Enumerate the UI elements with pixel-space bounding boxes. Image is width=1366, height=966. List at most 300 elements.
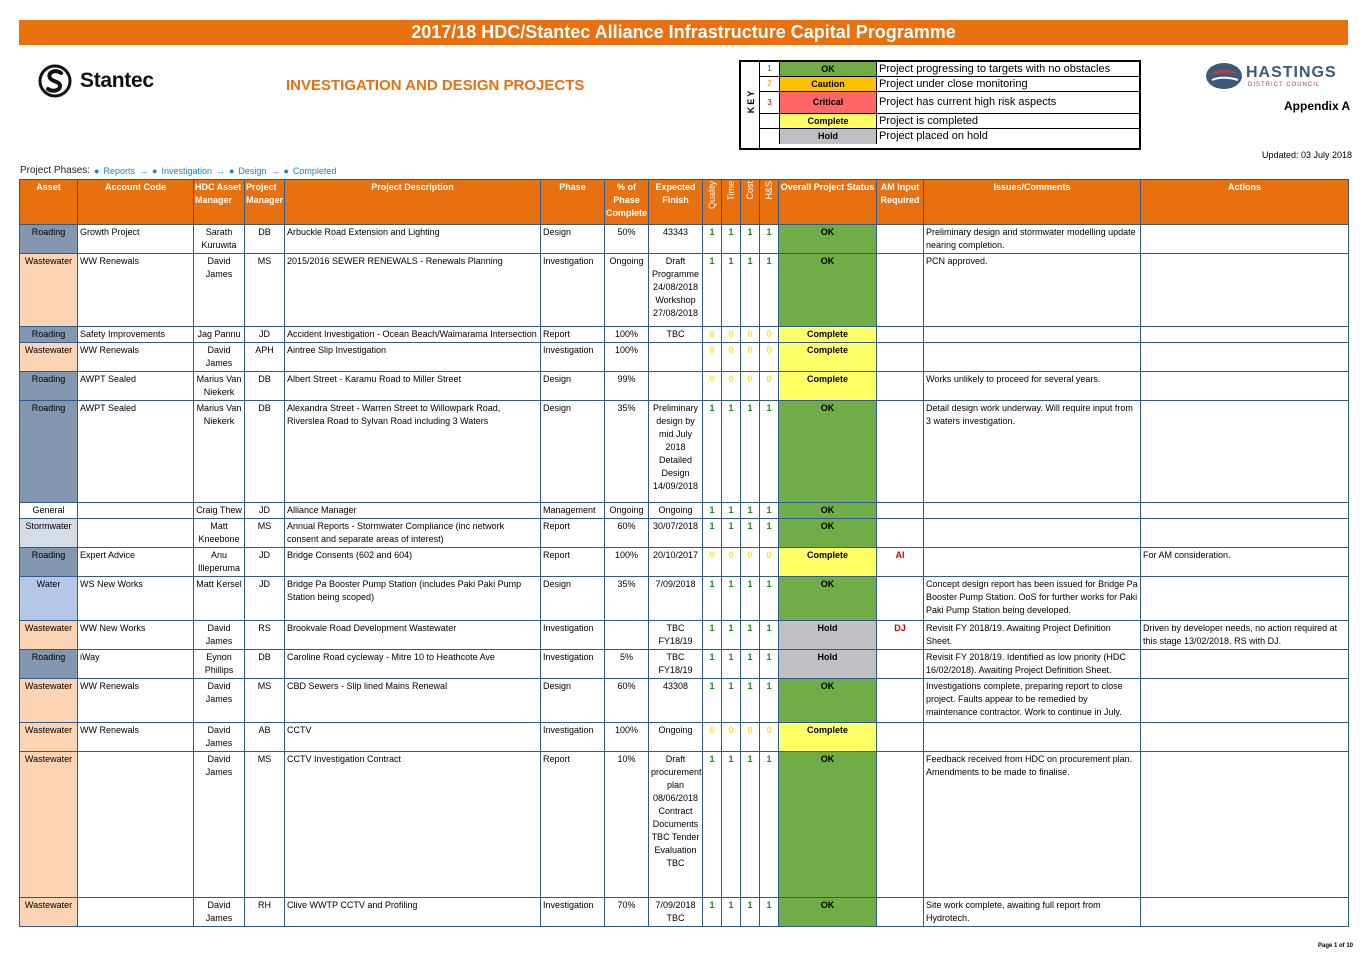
- cell-account-code: WW Renewals: [78, 723, 194, 752]
- cell-project-manager: JD: [245, 577, 285, 621]
- cell-project-manager: RS: [245, 621, 285, 650]
- indicator-cell: 1: [741, 577, 760, 621]
- cell-description: Bridge Pa Booster Pump Station (includes Paki Paki Pump Station being scoped): [285, 577, 541, 621]
- table-row: [20, 401, 1349, 503]
- phase-design: Design: [238, 165, 267, 176]
- cell-expected-finish: Preliminary design by mid July 2018 Detailed Design 14/09/2018: [649, 401, 703, 503]
- key-status: Hold: [780, 129, 877, 144]
- stantec-logo-text: Stantec: [80, 69, 154, 92]
- cell-issues: Investigations complete, preparing report to close project. Faults appear to be remedied by maintenance contractor. Work to continue in July.: [924, 679, 1141, 723]
- indicator-cell: 0: [703, 327, 722, 343]
- key-label: KEY: [741, 62, 760, 148]
- cell-account-code: WW New Works: [78, 621, 194, 650]
- indicator-cell: 1: [760, 650, 779, 679]
- cell-asset: Roading: [20, 401, 78, 503]
- indicator-cell: 1: [703, 650, 722, 679]
- cell-description: Bridge Consents (602 and 604): [285, 548, 541, 577]
- indicator-cell: 1: [760, 503, 779, 519]
- cell-am-input: [877, 372, 924, 401]
- cell-description: Caroline Road cycleway - Mitre 10 to Heathcote Ave: [285, 650, 541, 679]
- indicator-cell: 1: [760, 752, 779, 898]
- cell-expected-finish: 30/07/2018: [649, 519, 703, 548]
- cell-issues: [924, 327, 1141, 343]
- indicator-cell: 1: [722, 650, 741, 679]
- cell-project-manager: MS: [245, 254, 285, 327]
- cell-hdc-manager: David James: [194, 679, 245, 723]
- table-row: [20, 503, 1349, 519]
- indicator-cell: 0: [760, 548, 779, 577]
- cell-pct-complete: Ongoing: [605, 503, 649, 519]
- cell-phase: Report: [541, 752, 605, 898]
- cell-issues: PCN approved.: [924, 254, 1141, 327]
- hastings-logo-icon: [1204, 60, 1244, 92]
- cell-phase: Report: [541, 519, 605, 548]
- cell-pct-complete: 100%: [605, 327, 649, 343]
- cell-asset: Roading: [20, 372, 78, 401]
- col-hdc-manager: HDC Asset Manager: [194, 180, 245, 225]
- cell-account-code: WW Renewals: [78, 254, 194, 327]
- cell-actions: [1141, 254, 1349, 327]
- cell-description: CCTV Investigation Contract: [285, 752, 541, 898]
- table-row: [20, 650, 1349, 679]
- indicator-cell: 1: [703, 519, 722, 548]
- appendix-label: Appendix A: [1284, 99, 1351, 113]
- cell-description: Clive WWTP CCTV and Profiling: [285, 898, 541, 927]
- arrow-right-icon: →: [139, 165, 148, 176]
- cell-overall-status: Complete: [779, 372, 877, 401]
- arrow-right-icon: →: [215, 165, 225, 176]
- cell-issues: [924, 723, 1141, 752]
- cell-pct-complete: 70%: [605, 898, 649, 927]
- indicator-cell: 0: [703, 343, 722, 372]
- indicator-cell: 1: [741, 650, 760, 679]
- table-row: [20, 343, 1349, 372]
- cell-overall-status: OK: [779, 401, 877, 503]
- indicator-cell: 1: [722, 519, 741, 548]
- status-key: [739, 60, 1141, 150]
- indicator-cell: 1: [760, 225, 779, 254]
- cell-project-manager: JD: [245, 548, 285, 577]
- cell-overall-status: OK: [779, 679, 877, 723]
- cell-description: 2015/2016 SEWER RENEWALS - Renewals Planning: [285, 254, 541, 327]
- key-row: [760, 92, 1139, 114]
- cell-account-code: WW Renewals: [78, 343, 194, 372]
- cell-overall-status: OK: [779, 225, 877, 254]
- phases-label: Project Phases:: [20, 165, 91, 176]
- col-am-input: AM Input Required: [877, 180, 924, 225]
- cell-project-manager: DB: [245, 650, 285, 679]
- indicator-cell: 1: [741, 225, 760, 254]
- indicator-cell: 0: [703, 372, 722, 401]
- indicator-cell: 1: [760, 621, 779, 650]
- cell-hdc-manager: David James: [194, 621, 245, 650]
- cell-description: Albert Street - Karamu Road to Miller Street: [285, 372, 541, 401]
- col-description: Project Description: [285, 180, 541, 225]
- cell-description: Alliance Manager: [285, 503, 541, 519]
- cell-issues: Detail design work underway. Will require input from 3 waters investigation.: [924, 401, 1141, 503]
- indicator-cell: 1: [722, 254, 741, 327]
- cell-hdc-manager: Matt Kneebone: [194, 519, 245, 548]
- page-number: Page 1 of 10: [1318, 943, 1354, 949]
- cell-am-input: [877, 752, 924, 898]
- cell-actions: For AM consideration.: [1141, 548, 1349, 577]
- cell-asset: Water: [20, 577, 78, 621]
- cell-hdc-manager: Marius Van Niekerk: [194, 401, 245, 503]
- cell-asset: Wastewater: [20, 723, 78, 752]
- cell-overall-status: OK: [779, 503, 877, 519]
- cell-hdc-manager: David James: [194, 752, 245, 898]
- phase-investigation: Investigation: [161, 165, 212, 176]
- indicator-cell: 1: [722, 679, 741, 723]
- table-row: [20, 577, 1349, 621]
- cell-asset: Wastewater: [20, 898, 78, 927]
- col-issues: Issues/Comments: [924, 180, 1141, 225]
- table-header-row: [20, 180, 1349, 225]
- indicator-cell: 0: [722, 723, 741, 752]
- col-phase: Phase: [541, 180, 605, 225]
- key-row: [760, 77, 1139, 92]
- indicator-cell: 1: [741, 898, 760, 927]
- cell-phase: Design: [541, 372, 605, 401]
- cell-asset: Wastewater: [20, 254, 78, 327]
- cell-overall-status: Complete: [779, 548, 877, 577]
- cell-issues: Works unlikely to proceed for several years.: [924, 372, 1141, 401]
- stantec-logo-icon: [38, 64, 74, 98]
- cell-project-manager: JD: [245, 327, 285, 343]
- indicator-cell: 1: [703, 621, 722, 650]
- cell-account-code: Growth Project: [78, 225, 194, 254]
- cell-issues: Feedback received from HDC on procurement plan. Amendments to be made to finalise.: [924, 752, 1141, 898]
- cell-pct-complete: 100%: [605, 548, 649, 577]
- indicator-cell: 0: [722, 343, 741, 372]
- cell-overall-status: Complete: [779, 343, 877, 372]
- cell-project-manager: MS: [245, 752, 285, 898]
- indicator-cell: 1: [741, 752, 760, 898]
- cell-issues: Site work complete, awaiting full report from Hydrotech.: [924, 898, 1141, 927]
- cell-expected-finish: 7/09/2018 TBC: [649, 898, 703, 927]
- indicator-cell: 0: [703, 723, 722, 752]
- cell-overall-status: OK: [779, 577, 877, 621]
- cell-phase: Report: [541, 327, 605, 343]
- cell-asset: Wastewater: [20, 621, 78, 650]
- cell-issues: [924, 343, 1141, 372]
- cell-account-code: Safety Improvements: [78, 327, 194, 343]
- cell-asset: Roading: [20, 548, 78, 577]
- stantec-logo: [38, 64, 154, 98]
- cell-description: Aintree Slip Investigation: [285, 343, 541, 372]
- updated-date: Updated: 03 July 2018: [1262, 150, 1353, 160]
- cell-expected-finish: TBC: [649, 327, 703, 343]
- cell-am-input: [877, 519, 924, 548]
- cell-phase: Management: [541, 503, 605, 519]
- project-phases-legend: [20, 165, 336, 176]
- table-row: [20, 723, 1349, 752]
- table-row: [20, 752, 1349, 898]
- cell-description: Alexandra Street - Warren Street to Willowpark Road, Riverslea Road to Sylvan Road including 3 Waters: [285, 401, 541, 503]
- table-row: [20, 519, 1349, 548]
- cell-project-manager: DB: [245, 401, 285, 503]
- cell-pct-complete: 60%: [605, 679, 649, 723]
- cell-pct-complete: [605, 621, 649, 650]
- col-quality: Quality: [703, 180, 722, 225]
- table-row: [20, 898, 1349, 927]
- cell-project-manager: DB: [245, 225, 285, 254]
- cell-overall-status: OK: [779, 752, 877, 898]
- cell-hdc-manager: Anu Illeperuma: [194, 548, 245, 577]
- indicator-cell: 1: [722, 898, 741, 927]
- table-row: [20, 327, 1349, 343]
- indicator-cell: 1: [760, 898, 779, 927]
- indicator-cell: 1: [741, 519, 760, 548]
- cell-account-code: [78, 503, 194, 519]
- cell-am-input: [877, 898, 924, 927]
- indicator-cell: 0: [760, 372, 779, 401]
- cell-am-input: [877, 225, 924, 254]
- key-description: Project placed on hold: [879, 130, 988, 142]
- cell-am-input: [877, 723, 924, 752]
- indicator-cell: 1: [760, 519, 779, 548]
- cell-pct-complete: 35%: [605, 577, 649, 621]
- cell-am-input: [877, 650, 924, 679]
- col-cost: Cost: [741, 180, 760, 225]
- key-row: [760, 129, 1139, 144]
- cell-asset: Roading: [20, 225, 78, 254]
- cell-asset: Stormwater: [20, 519, 78, 548]
- cell-am-input: [877, 401, 924, 503]
- arrow-right-icon: →: [270, 165, 280, 176]
- indicator-cell: 1: [722, 752, 741, 898]
- cell-phase: Design: [541, 225, 605, 254]
- col-actions: Actions: [1141, 180, 1349, 225]
- cell-pct-complete: 99%: [605, 372, 649, 401]
- indicator-cell: 0: [703, 548, 722, 577]
- indicator-cell: 1: [703, 577, 722, 621]
- indicator-cell: 1: [760, 577, 779, 621]
- cell-description: Arbuckle Road Extension and Lighting: [285, 225, 541, 254]
- cell-hdc-manager: Sarath Kuruwita: [194, 225, 245, 254]
- cell-expected-finish: [649, 343, 703, 372]
- cell-phase: Investigation: [541, 621, 605, 650]
- cell-actions: [1141, 519, 1349, 548]
- indicator-cell: 1: [722, 577, 741, 621]
- cell-description: CBD Sewers - Slip lined Mains Renewal: [285, 679, 541, 723]
- cell-actions: [1141, 650, 1349, 679]
- cell-hdc-manager: Jag Pannu: [194, 327, 245, 343]
- cell-project-manager: RH: [245, 898, 285, 927]
- cell-expected-finish: 43308: [649, 679, 703, 723]
- cell-overall-status: Complete: [779, 723, 877, 752]
- cell-issues: [924, 503, 1141, 519]
- cell-expected-finish: 7/09/2018: [649, 577, 703, 621]
- cell-phase: Investigation: [541, 650, 605, 679]
- indicator-cell: 1: [703, 401, 722, 503]
- indicator-cell: 1: [741, 254, 760, 327]
- cell-pct-complete: Ongoing: [605, 254, 649, 327]
- cell-asset: General: [20, 503, 78, 519]
- cell-overall-status: Hold: [779, 650, 877, 679]
- col-expected-finish: Expected Finish: [649, 180, 703, 225]
- cell-actions: [1141, 401, 1349, 503]
- cell-description: Annual Reports - Stormwater Compliance (inc network consent and separate areas of interest): [285, 519, 541, 548]
- key-row: [760, 114, 1139, 129]
- col-hs: H&S: [760, 180, 779, 225]
- indicator-cell: 1: [741, 401, 760, 503]
- table-row: [20, 679, 1349, 723]
- cell-hdc-manager: David James: [194, 254, 245, 327]
- indicator-cell: 0: [722, 372, 741, 401]
- indicator-cell: 0: [722, 327, 741, 343]
- table-row: [20, 254, 1349, 327]
- cell-hdc-manager: Matt Kersel: [194, 577, 245, 621]
- cell-am-input: DJ: [877, 621, 924, 650]
- bullet-icon: ●: [94, 165, 100, 176]
- col-project-manager: Project Manager: [245, 180, 285, 225]
- key-description: Project is completed: [879, 115, 979, 127]
- indicator-cell: 0: [741, 327, 760, 343]
- indicator-cell: 0: [760, 343, 779, 372]
- indicator-cell: 0: [741, 343, 760, 372]
- cell-hdc-manager: Craig Thew: [194, 503, 245, 519]
- cell-asset: Wastewater: [20, 752, 78, 898]
- cell-actions: [1141, 752, 1349, 898]
- cell-expected-finish: [649, 372, 703, 401]
- cell-project-manager: MS: [245, 519, 285, 548]
- key-number: 3: [760, 92, 780, 113]
- cell-description: Accident Investigation - Ocean Beach/Waimarama Intersection: [285, 327, 541, 343]
- cell-project-manager: AB: [245, 723, 285, 752]
- cell-issues: Concept design report has been issued for Bridge Pa Booster Pump Station. OoS for further works for Paki Paki Pump Station being developed.: [924, 577, 1141, 621]
- cell-expected-finish: TBC FY18/19: [649, 621, 703, 650]
- cell-overall-status: OK: [779, 898, 877, 927]
- phase-completed: Completed: [292, 165, 337, 176]
- cell-phase: Report: [541, 548, 605, 577]
- key-row: [760, 62, 1139, 77]
- indicator-cell: 1: [703, 752, 722, 898]
- cell-actions: [1141, 898, 1349, 927]
- cell-pct-complete: 100%: [605, 723, 649, 752]
- table-row: [20, 548, 1349, 577]
- cell-issues: [924, 519, 1141, 548]
- cell-account-code: iWay: [78, 650, 194, 679]
- section-subtitle: INVESTIGATION AND DESIGN PROJECTS: [286, 77, 585, 94]
- col-time: Time: [722, 180, 741, 225]
- cell-actions: [1141, 225, 1349, 254]
- cell-hdc-manager: Marius Van Niekerk: [194, 372, 245, 401]
- hastings-council-logo: [1204, 60, 1344, 96]
- cell-actions: Driven by developer needs, no action required at this stage 13/02/2018. RS with DJ.: [1141, 621, 1349, 650]
- cell-account-code: AWPT Sealed: [78, 372, 194, 401]
- cell-actions: [1141, 577, 1349, 621]
- cell-expected-finish: Ongoing: [649, 503, 703, 519]
- bullet-icon: ●: [228, 165, 235, 176]
- cell-issues: [924, 548, 1141, 577]
- indicator-cell: 0: [741, 372, 760, 401]
- table-row: [20, 225, 1349, 254]
- cell-description: CCTV: [285, 723, 541, 752]
- indicator-cell: 1: [703, 503, 722, 519]
- indicator-cell: 1: [722, 503, 741, 519]
- cell-phase: Investigation: [541, 254, 605, 327]
- indicator-cell: 1: [722, 401, 741, 503]
- cell-phase: Investigation: [541, 898, 605, 927]
- cell-actions: [1141, 679, 1349, 723]
- cell-pct-complete: 5%: [605, 650, 649, 679]
- cell-am-input: [877, 327, 924, 343]
- cell-account-code: [78, 898, 194, 927]
- key-number: 2: [760, 77, 780, 91]
- bullet-icon: ●: [283, 165, 289, 176]
- cell-hdc-manager: David James: [194, 343, 245, 372]
- indicator-cell: 1: [722, 225, 741, 254]
- indicator-cell: 1: [703, 679, 722, 723]
- col-pct-complete: % of Phase Complete: [605, 180, 649, 225]
- cell-project-manager: DB: [245, 372, 285, 401]
- key-number: [760, 114, 780, 128]
- col-asset: Asset: [20, 180, 78, 225]
- cell-phase: Design: [541, 577, 605, 621]
- cell-am-input: [877, 343, 924, 372]
- cell-asset: Wastewater: [20, 343, 78, 372]
- key-status: Critical: [780, 92, 877, 113]
- cell-overall-status: OK: [779, 254, 877, 327]
- cell-asset: Roading: [20, 650, 78, 679]
- indicator-cell: 1: [760, 679, 779, 723]
- cell-actions: [1141, 343, 1349, 372]
- cell-actions: [1141, 372, 1349, 401]
- indicator-cell: 1: [703, 254, 722, 327]
- key-status: Caution: [780, 77, 877, 91]
- indicator-cell: 1: [760, 254, 779, 327]
- col-account-code: Account Code: [78, 180, 194, 225]
- cell-expected-finish: TBC FY18/19: [649, 650, 703, 679]
- cell-description: Brookvale Road Development Wastewater: [285, 621, 541, 650]
- cell-account-code: Expert Advice: [78, 548, 194, 577]
- cell-pct-complete: 60%: [605, 519, 649, 548]
- key-number: [760, 129, 780, 144]
- council-subtitle: DISTRICT COUNCIL: [1248, 82, 1321, 88]
- indicator-cell: 1: [703, 225, 722, 254]
- cell-asset: Wastewater: [20, 679, 78, 723]
- cell-am-input: [877, 577, 924, 621]
- cell-hdc-manager: Eynon Phillips: [194, 650, 245, 679]
- page-title: 2017/18 HDC/Stantec Alliance Infrastructure Capital Programme: [19, 20, 1348, 45]
- indicator-cell: 1: [760, 401, 779, 503]
- indicator-cell: 0: [760, 723, 779, 752]
- cell-am-input: [877, 679, 924, 723]
- cell-am-input: [877, 503, 924, 519]
- cell-issues: Revisit FY 2018/19. Awaiting Project Definition Sheet.: [924, 621, 1141, 650]
- cell-hdc-manager: David James: [194, 723, 245, 752]
- cell-account-code: AWPT Sealed: [78, 401, 194, 503]
- indicator-cell: 0: [760, 327, 779, 343]
- cell-issues: Preliminary design and stormwater modelling update nearing completion.: [924, 225, 1141, 254]
- indicator-cell: 0: [741, 723, 760, 752]
- cell-expected-finish: Ongoing: [649, 723, 703, 752]
- key-description: Project under close monitoring: [879, 78, 1028, 90]
- key-status: OK: [780, 62, 877, 76]
- cell-hdc-manager: David James: [194, 898, 245, 927]
- cell-actions: [1141, 723, 1349, 752]
- cell-overall-status: Complete: [779, 327, 877, 343]
- key-description: Project progressing to targets with no obstacles: [879, 63, 1111, 75]
- cell-actions: [1141, 503, 1349, 519]
- cell-issues: Revisit FY 2018/19. Identified as low priority (HDC 16/02/2018). Awaiting Project Definition Sheet.: [924, 650, 1141, 679]
- key-number: 1: [760, 62, 780, 76]
- cell-account-code: [78, 519, 194, 548]
- cell-project-manager: APH: [245, 343, 285, 372]
- indicator-cell: 0: [741, 548, 760, 577]
- cell-account-code: WW Renewals: [78, 679, 194, 723]
